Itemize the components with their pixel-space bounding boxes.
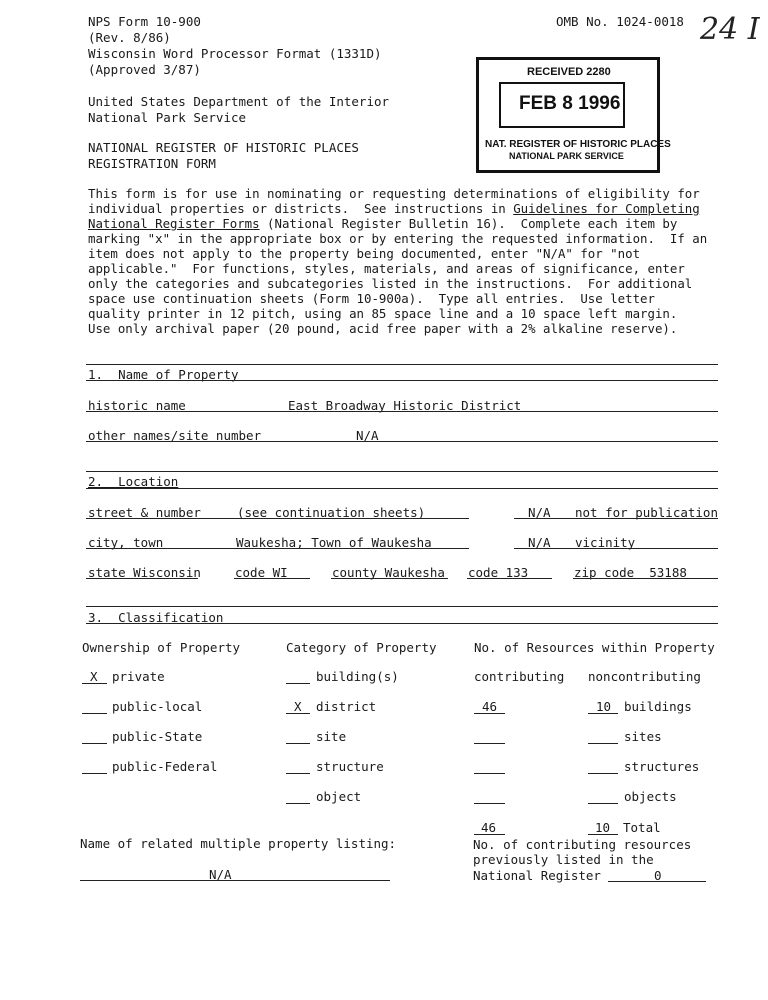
- ownership-public-federal-label: public-Federal: [112, 759, 218, 774]
- vicinity-label: vicinity: [575, 535, 636, 550]
- ownership-public-local-blank: [82, 713, 107, 714]
- instructions-line-1: This form is for use in nominating or requesting determinations of eligibility for: [88, 186, 700, 201]
- form-number: NPS Form 10-900: [88, 14, 201, 29]
- state-line: [86, 578, 198, 579]
- resources-heading: No. of Resources within Property: [474, 640, 715, 655]
- structures-noncontributing-line: [588, 773, 618, 774]
- objects-contributing-line: [474, 803, 505, 804]
- zip-code-field: zip code 53188: [574, 565, 687, 580]
- buildings-noncontributing: 10: [596, 699, 612, 714]
- instructions-line-3b: (National Register Bulletin 16). Complete each item by: [259, 216, 678, 231]
- stamp-footer-1: NAT. REGISTER OF HISTORIC PLACES: [485, 139, 671, 150]
- section-3-heading: 3. Classification: [88, 610, 224, 625]
- state-code: code WI: [235, 565, 288, 580]
- ownership-public-state-label: public-State: [112, 729, 203, 744]
- county-field: county Waukesha: [332, 565, 445, 580]
- ownership-public-state-blank: [82, 743, 107, 744]
- category-building-blank: [286, 683, 310, 684]
- previously-listed-line-2: previously listed in the: [473, 852, 654, 867]
- previously-listed-value: 0: [654, 868, 662, 883]
- handwritten-annotation: 24 I: [700, 12, 760, 47]
- category-site-label: site: [316, 729, 347, 744]
- previously-listed-line-1: No. of contributing resources: [473, 837, 692, 852]
- received-stamp: [476, 57, 671, 173]
- related-listing-value: N/A: [209, 867, 232, 882]
- not-for-publication-line: [514, 518, 718, 519]
- section-1-rule: [86, 380, 718, 381]
- instructions-paragraph: [88, 186, 728, 336]
- city-value: Waukesha; Town of Waukesha: [236, 535, 432, 550]
- form-approved: (Approved 3/87): [88, 62, 201, 77]
- category-site-blank: [286, 743, 310, 744]
- form-title-line-2: REGISTRATION FORM: [88, 156, 216, 171]
- stamp-date-box: [499, 82, 625, 128]
- city-line: [86, 548, 469, 549]
- zip-code-line: [573, 578, 718, 579]
- sites-label: sites: [624, 729, 662, 744]
- total-label: Total: [623, 820, 661, 835]
- not-for-publication-label: not for publication: [575, 505, 718, 520]
- buildings-label: buildings: [624, 699, 692, 714]
- category-structure-label: structure: [316, 759, 384, 774]
- stamp-date: FEB 8 1996: [519, 93, 621, 114]
- form-revision: (Rev. 8/86): [88, 30, 171, 45]
- objects-noncontributing-line: [588, 803, 618, 804]
- vicinity-line: [514, 548, 718, 549]
- stamp-received: RECEIVED 2280: [527, 66, 611, 78]
- total-noncontributing: 10: [595, 820, 611, 835]
- omb-number: OMB No. 1024-0018: [556, 14, 684, 29]
- structures-label: structures: [624, 759, 700, 774]
- total-noncontributing-line: [588, 834, 618, 835]
- county-code-line: [467, 578, 552, 579]
- ownership-private-mark: X: [90, 669, 98, 684]
- agency-line-1: United States Department of the Interior: [88, 94, 390, 109]
- street-line: [86, 518, 469, 519]
- form-title-line-1: NATIONAL REGISTER OF HISTORIC PLACES: [88, 140, 359, 155]
- instructions-line-2a: individual properties or districts. See instructions in: [88, 201, 514, 216]
- historic-name-line: [86, 411, 718, 412]
- guidelines-link-part-1: Guidelines for Completing: [513, 201, 700, 216]
- instructions-rest: marking "x" in the appropriate box or by entering the requested information. If an item does not apply to the property being documented, enter "N/A" for "not applicable." For functions, styles, materials, and areas of significance, enter only the categories and subcategories listed in the instructions. For additional space use continuation sheets (Form 10-900a). Type all entries. Use letter quality printer in 12 pitch, using an 85 space line and a 10 space left margin. Use only archival paper (20 pound, acid free paper with a 2% alkaline reserve).: [88, 231, 708, 336]
- ownership-private-label: private: [112, 669, 165, 684]
- category-object-label: object: [316, 789, 362, 804]
- not-for-publication-value: N/A: [528, 505, 551, 520]
- section-divider-2: [86, 471, 718, 472]
- category-object-blank: [286, 803, 310, 804]
- related-listing-line: [80, 880, 390, 881]
- section-3-rule: [86, 623, 718, 624]
- section-divider-3: [86, 606, 718, 607]
- guidelines-link-part-2: National Register Forms: [88, 216, 260, 231]
- total-contributing: 46: [481, 820, 497, 835]
- previously-listed-line-3: National Register: [473, 868, 601, 883]
- form-format: Wisconsin Word Processor Format (1331D): [88, 46, 382, 61]
- other-names-line: [86, 441, 718, 442]
- county-line: [331, 578, 448, 579]
- buildings-noncontributing-line: [588, 713, 618, 714]
- section-1-heading: 1. Name of Property: [88, 367, 239, 382]
- stamp-footer-2: NATIONAL PARK SERVICE: [509, 151, 624, 161]
- county-code: code 133: [468, 565, 529, 580]
- state-code-line: [234, 578, 310, 579]
- section-divider-1: [86, 364, 718, 365]
- other-names-value: N/A: [356, 428, 379, 443]
- section-2-rule: [86, 488, 718, 489]
- related-listing-label: Name of related multiple property listing:: [80, 836, 397, 851]
- section-2-heading: 2. Location: [88, 474, 179, 489]
- ownership-public-local-label: public-local: [112, 699, 203, 714]
- noncontributing-label: noncontributing: [588, 669, 701, 684]
- structures-contributing-line: [474, 773, 505, 774]
- objects-label: objects: [624, 789, 677, 804]
- ownership-heading: Ownership of Property: [82, 640, 241, 655]
- category-building-label: building(s): [316, 669, 399, 684]
- category-district-label: district: [316, 699, 377, 714]
- state-field: state Wisconsin: [88, 565, 201, 580]
- total-contributing-line: [474, 834, 505, 835]
- historic-name-label: historic name: [88, 398, 186, 413]
- agency-line-2: National Park Service: [88, 110, 247, 125]
- street-label: street & number: [88, 505, 201, 520]
- sites-contributing-line: [474, 743, 505, 744]
- contributing-label: contributing: [474, 669, 565, 684]
- previously-listed-line: [608, 881, 706, 882]
- sites-noncontributing-line: [588, 743, 618, 744]
- vicinity-value: N/A: [528, 535, 551, 550]
- ownership-public-federal-blank: [82, 773, 107, 774]
- buildings-contributing-line: [474, 713, 505, 714]
- category-district-mark: X: [294, 699, 302, 714]
- buildings-contributing: 46: [482, 699, 498, 714]
- other-names-label: other names/site number: [88, 428, 262, 443]
- city-label: city, town: [88, 535, 164, 550]
- historic-name-value: East Broadway Historic District: [288, 398, 522, 413]
- category-structure-blank: [286, 773, 310, 774]
- category-heading: Category of Property: [286, 640, 437, 655]
- street-value: (see continuation sheets): [237, 505, 426, 520]
